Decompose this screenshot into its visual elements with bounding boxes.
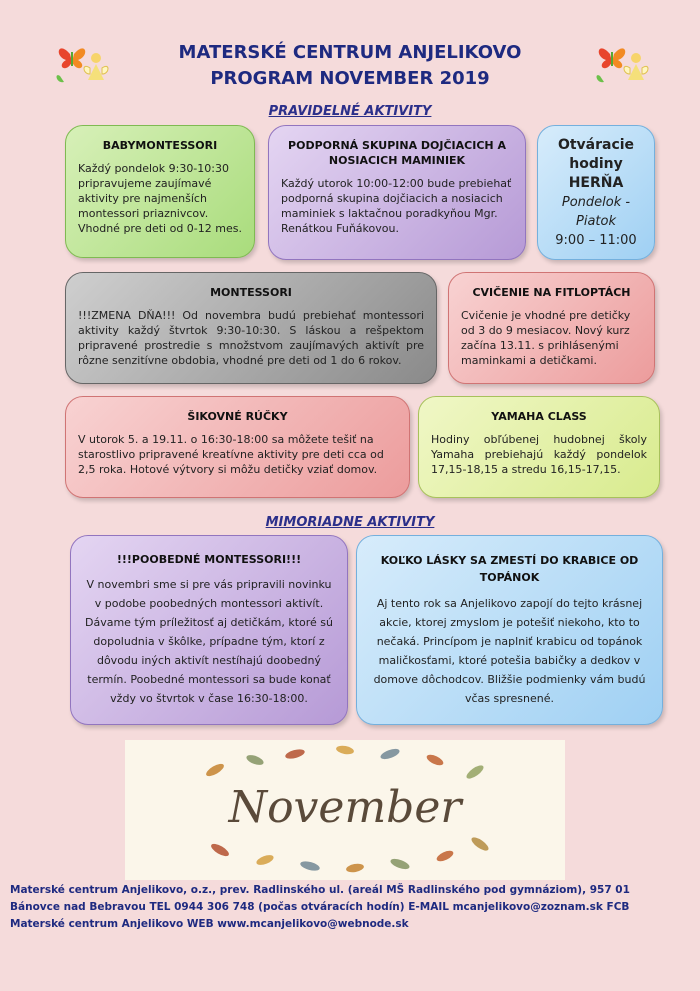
yamaha-class-text: Hodiny obľúbenej hudobnej školy Yamaha prebiehajú každý pondelok 17,15-18,15 a stredu 16,15-17,15. [431, 433, 647, 476]
section-heading-special: MIMORIADNE AKTIVITY [265, 515, 435, 530]
butterfly-angel-icon [52, 32, 114, 94]
sikovne-rucky-text: V utorok 5. a 19.11. o 16:30-18:00 sa môžete tešiť na starostlivo pripravené kreatívne aktivity pre deti cca od 2,5 roka. Hotové výtvory si môžu detičky vziať domov. [78, 433, 384, 476]
section-heading-regular: PRAVIDELNÉ AKTIVITY [268, 104, 432, 119]
montessori-box [65, 272, 437, 384]
hours-line-6: 9:00 – 11:00 [555, 233, 637, 248]
footer-line-1: Materské centrum Anjelikovo, o.z., prev. Radlinského ul. (areál MŠ Radlinského pod gymnáziom), 957 01 [10, 884, 630, 896]
november-banner [125, 740, 565, 880]
fitlopty-title: CVIČENIE NA FITLOPTÁCH [472, 286, 631, 299]
opening-hours-box [537, 125, 655, 260]
hours-line-5: Piatok [576, 214, 616, 229]
hours-line-3: HERŇA [568, 175, 624, 191]
babymontessori-box [65, 125, 255, 258]
title-line-2: PROGRAM NOVEMBER 2019 [210, 68, 490, 89]
yamaha-class-box [418, 396, 660, 498]
fitlopty-box [448, 272, 655, 384]
shoebox-title: KOĽKO LÁSKY SA ZMESTÍ DO KRABICE OD TOPÁNOK [380, 554, 639, 584]
banner-word: November [228, 782, 462, 833]
title-line-1: MATERSKÉ CENTRUM ANJELIKOVO [178, 42, 522, 63]
babymontessori-text: Každý pondelok 9:30-10:30 pripravujeme zaujímavé aktivity pre najmenších montessori priaznivcov. Vhodné pre deti od 0-12 mes. [78, 162, 242, 235]
shoebox-text: Aj tento rok sa Anjelikovo zapojí do tejto krásnej akcie, ktorej zmyslom je potešiť niekoho, kto to nečaká. Princípom je naplniť krabicu od topánok maličkosťami, ktoré potešia babičky a dedkov v domove dôchodcov. Bližšie podmienky vám budú včas spresnené. [373, 597, 646, 705]
support-group-text: Každý utorok 10:00-12:00 bude prebiehať podporná skupina dojčiacich a nosiacich maminiek s laktačnou poradkyňou Mgr. Renátkou Fuňákovou. [281, 177, 512, 235]
afternoon-montessori-box [70, 535, 348, 725]
fitlopty-text: Cvičenie je vhodné pre detičky od 3 do 9 mesiacov. Nový kurz začína 13.11. s prihlásenými maminkami a detičkami. [461, 309, 631, 367]
hours-line-4: Pondelok - [561, 195, 631, 210]
afternoon-montessori-text: V novembri sme si pre vás pripravili novinku v podobe poobedných montessori aktivít. Dávame tým príležitosť aj detičkám, ktoré sú dopoludnia v škôlke, prípadne tým, ktorí z dôvodu iných aktivít nestíhajú doobedný termín. Poobedné montessori sa bude konať vždy vo štvrtok v čase 16:30-18:00. [84, 578, 334, 705]
montessori-title: MONTESSORI [210, 286, 292, 299]
babymontessori-title: BABYMONTESSORI [102, 139, 218, 152]
leaf-wreath-icon [125, 740, 565, 880]
support-group-box [268, 125, 526, 260]
sikovne-rucky-title: ŠIKOVNÉ RÚČKY [187, 410, 288, 423]
shoebox-box [356, 535, 663, 725]
hours-line-1: Otváracie [557, 137, 635, 153]
footer-line-3: Materské centrum Anjelikovo WEB www.mcanjelikovo@webnode.sk [10, 918, 409, 930]
page-title [110, 40, 590, 92]
hours-line-2: hodiny [569, 156, 623, 172]
afternoon-montessori-title: !!!POOBEDNÉ MONTESSORI!!! [116, 553, 302, 566]
montessori-text: !!!ZMENA DŇA!!! Od novembra budú prebiehať montessori aktivity každý štvrtok 9:30-10:30. S láskou a rešpektom pripravené prostredie s množstvom zaujímavých aktivít pre rôzne senzitívne obdobia, vhodné pre deti od 1 do 6 rokov. [78, 309, 424, 367]
footer-line-2: Bánovce nad Bebravou TEL 0944 306 748 (počas otváracích hodín) E-MAIL mcanjelikovo@zoznam.sk FCB [10, 901, 630, 913]
support-group-title: PODPORNÁ SKUPINA DOJČIACICH A NOSIACICH MAMINIEK [288, 139, 506, 167]
contact-footer [10, 882, 690, 933]
butterfly-angel-icon [592, 32, 654, 94]
yamaha-class-title: YAMAHA CLASS [491, 410, 587, 423]
sikovne-rucky-box [65, 396, 410, 498]
